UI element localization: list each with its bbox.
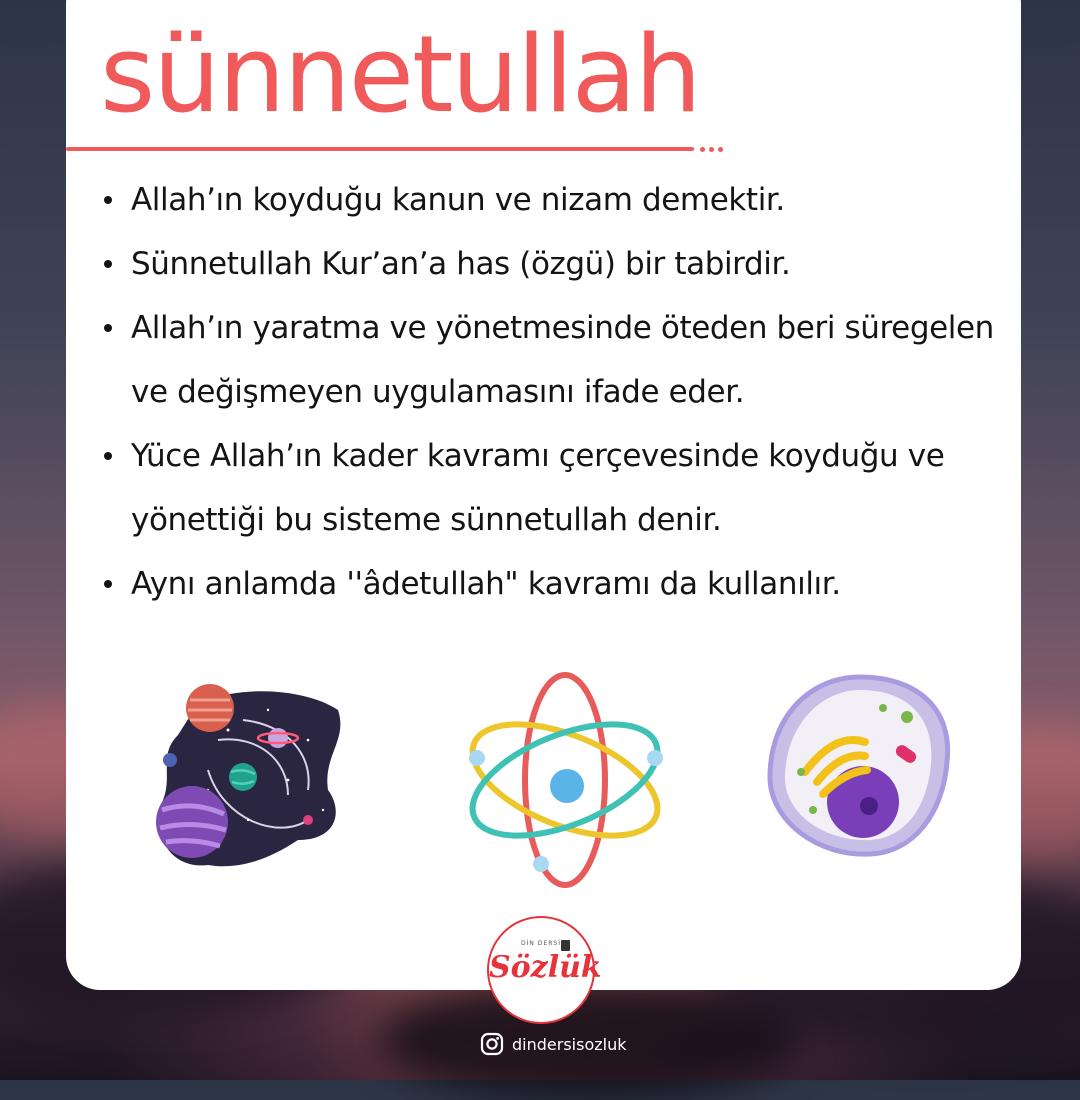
definition-list xyxy=(104,168,1004,616)
cell-icon xyxy=(765,672,955,862)
galaxy-planets-icon xyxy=(148,680,348,880)
title-underline-dots xyxy=(700,147,723,152)
list-item: Aynı anlamda ''âdetullah" kavramı da kullanılır. xyxy=(104,552,1004,616)
logo-subtitle: DİN DERSİ xyxy=(521,940,561,947)
title-underline xyxy=(66,147,694,151)
page-title: sünnetullah xyxy=(100,13,700,136)
atom-icon xyxy=(455,670,675,890)
list-item: Allah’ın koyduğu kanun ve nizam demektir. xyxy=(104,168,1004,232)
logo-title: Sözlük xyxy=(489,950,602,985)
list-item: Yüce Allah’ın kader kavramı çerçevesinde koyduğu ve yönettiği bu sisteme sünnetullah denir. xyxy=(104,424,1004,552)
social-handle-text: dindersisozluk xyxy=(512,1034,627,1054)
list-item: Sünnetullah Kur’an’a has (özgü) bir tabirdir. xyxy=(104,232,1004,296)
social-handle[interactable] xyxy=(480,1030,626,1058)
instagram-icon xyxy=(480,1032,504,1056)
brand-logo xyxy=(487,916,602,1024)
list-item: Allah’ın yaratma ve yönetmesinde öteden beri süregelen ve değişmeyen uygulamasını ifade eder. xyxy=(104,296,1004,424)
